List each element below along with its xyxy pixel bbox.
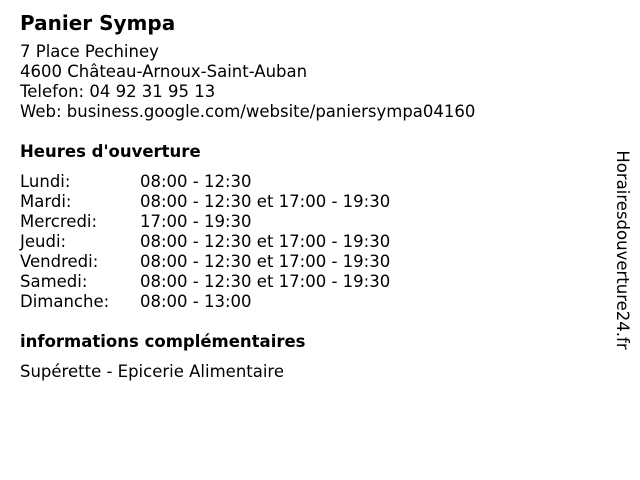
hours-time: 08:00 - 13:00 bbox=[140, 292, 252, 311]
business-name: Panier Sympa bbox=[20, 11, 176, 35]
hours-row-mercredi bbox=[20, 212, 600, 232]
hours-day: Mercredi: bbox=[20, 212, 98, 231]
address-city: 4600 Château-Arnoux-Saint-Auban bbox=[20, 62, 308, 81]
hours-row-jeudi bbox=[20, 232, 600, 252]
hours-day: Samedi: bbox=[20, 272, 88, 291]
hours-row-mardi bbox=[20, 192, 600, 212]
hours-row-vendredi bbox=[20, 252, 600, 272]
hours-day: Dimanche: bbox=[20, 292, 110, 311]
hours-time: 17:00 - 19:30 bbox=[140, 212, 252, 231]
info-heading: informations complémentaires bbox=[20, 332, 306, 351]
address-street: 7 Place Pechiney bbox=[20, 42, 159, 61]
website-line: Web: business.google.com/website/paniersympa04160 bbox=[20, 102, 476, 121]
business-card bbox=[20, 10, 600, 382]
site-watermark: Horairesdouverture24.fr bbox=[613, 150, 632, 350]
hours-time: 08:00 - 12:30 et 17:00 - 19:30 bbox=[140, 252, 391, 271]
hours-row-lundi bbox=[20, 172, 600, 192]
hours-day: Mardi: bbox=[20, 192, 72, 211]
hours-table bbox=[20, 172, 600, 312]
hours-day: Vendredi: bbox=[20, 252, 99, 271]
hours-heading: Heures d'ouverture bbox=[20, 142, 201, 161]
hours-time: 08:00 - 12:30 et 17:00 - 19:30 bbox=[140, 272, 391, 291]
hours-time: 08:00 - 12:30 et 17:00 - 19:30 bbox=[140, 232, 391, 251]
hours-row-samedi bbox=[20, 272, 600, 292]
info-text: Supérette - Epicerie Alimentaire bbox=[20, 362, 285, 381]
hours-time: 08:00 - 12:30 et 17:00 - 19:30 bbox=[140, 192, 391, 211]
hours-day: Jeudi: bbox=[20, 232, 67, 251]
phone-line: Telefon: 04 92 31 95 13 bbox=[20, 82, 216, 101]
hours-row-dimanche bbox=[20, 292, 600, 312]
hours-time: 08:00 - 12:30 bbox=[140, 172, 252, 191]
hours-day: Lundi: bbox=[20, 172, 71, 191]
